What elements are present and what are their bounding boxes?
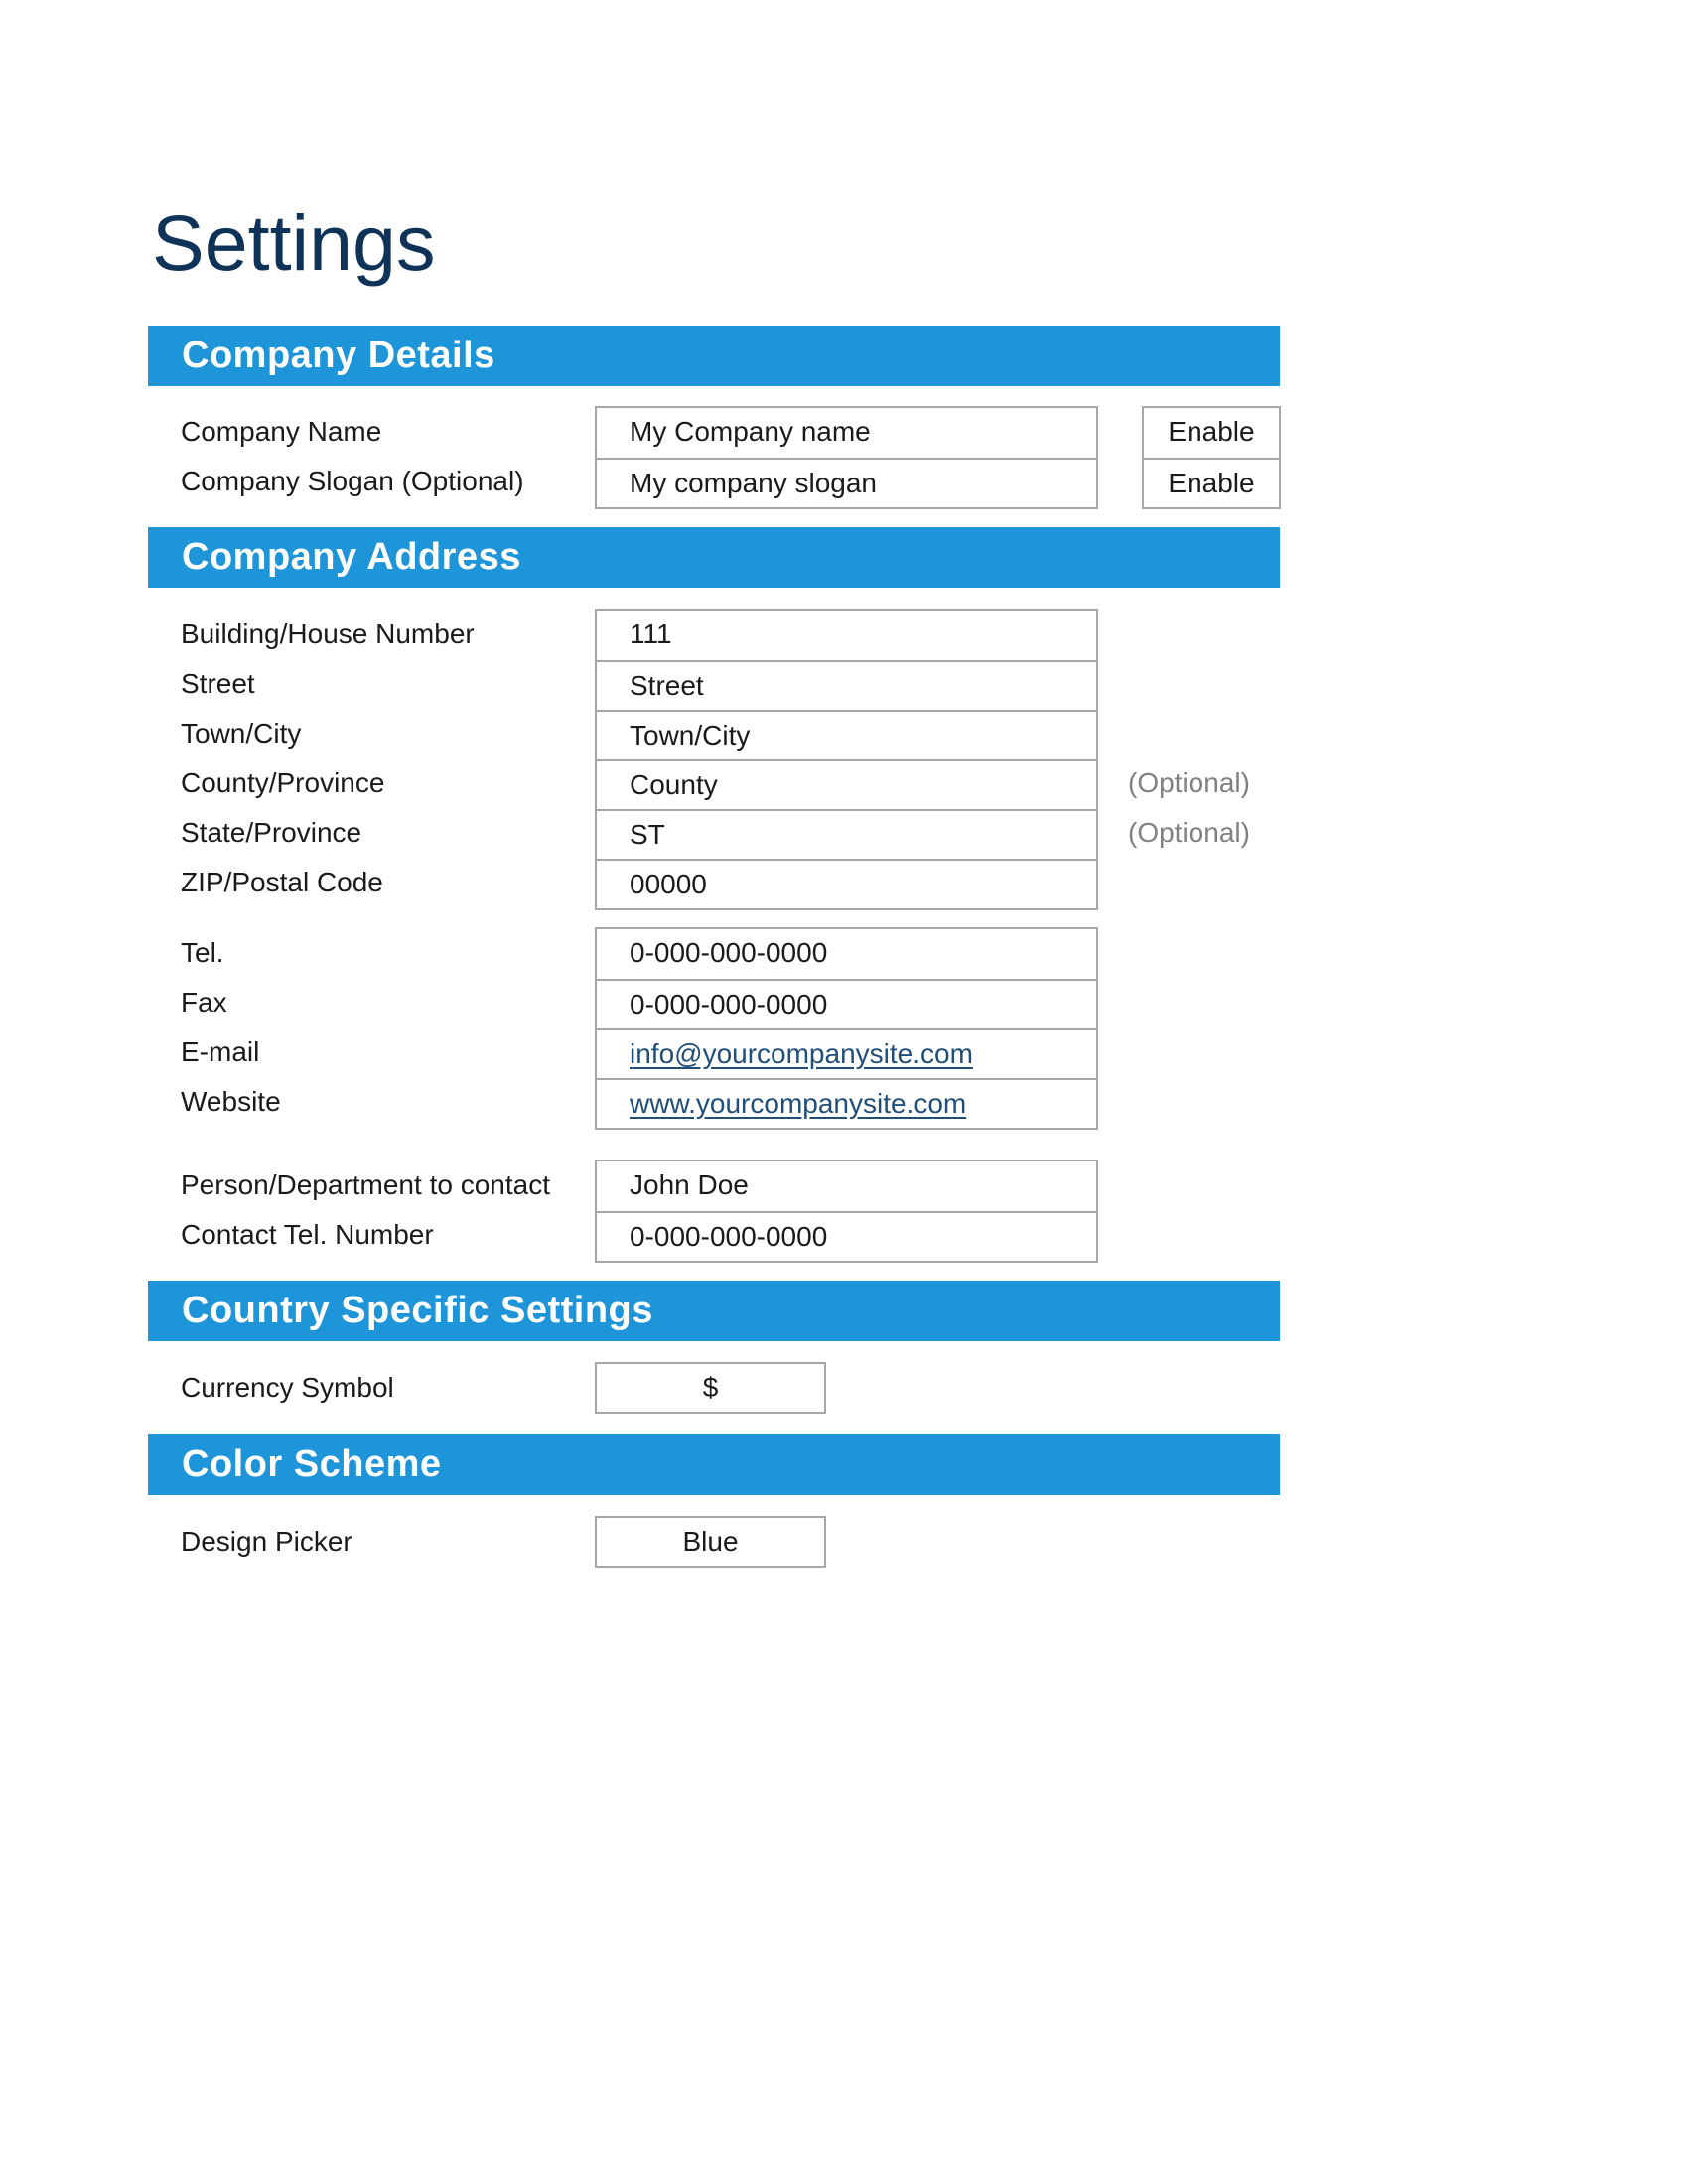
company-slogan-enable-toggle[interactable]: Enable — [1144, 458, 1279, 507]
town-city-field[interactable]: Town/City — [597, 710, 1096, 759]
building-number-field[interactable]: 111 — [630, 618, 672, 649]
zip-code-field[interactable]: 00000 — [597, 859, 1096, 908]
label-company-slogan: Company Slogan (Optional) — [181, 466, 524, 496]
label-website: Website — [181, 1086, 281, 1117]
section-header-company-address: Company Address — [148, 527, 1280, 588]
company-name-enable-toggle[interactable]: Enable — [1168, 416, 1255, 447]
state-field[interactable]: ST — [597, 809, 1096, 859]
label-currency-symbol: Currency Symbol — [181, 1372, 394, 1403]
contact-fields — [595, 927, 1098, 1130]
fax-field[interactable]: 0-000-000-0000 — [597, 979, 1096, 1028]
contact-person-field[interactable]: John Doe — [630, 1169, 749, 1200]
label-design-picker: Design Picker — [181, 1526, 352, 1557]
company-name-field[interactable]: My Company name — [630, 416, 871, 447]
label-contact-person: Person/Department to contact — [181, 1169, 550, 1200]
state-optional-note: (Optional) — [1128, 817, 1250, 848]
page-title: Settings — [152, 199, 436, 287]
section-header-country-settings: Country Specific Settings — [148, 1281, 1280, 1341]
label-fax: Fax — [181, 987, 227, 1018]
email-link[interactable]: info@yourcompanysite.com — [597, 1028, 1096, 1078]
company-details-toggles — [1142, 406, 1281, 509]
label-contact-tel: Contact Tel. Number — [181, 1219, 434, 1250]
design-picker-select[interactable]: Blue — [595, 1516, 826, 1568]
county-optional-note: (Optional) — [1128, 767, 1250, 798]
tel-field[interactable]: 0-000-000-0000 — [630, 937, 828, 968]
company-slogan-field[interactable]: My company slogan — [597, 458, 1096, 507]
street-field[interactable]: Street — [597, 660, 1096, 710]
contact-person-fields — [595, 1160, 1098, 1263]
company-details-fields — [595, 406, 1098, 509]
contact-tel-field[interactable]: 0-000-000-0000 — [597, 1211, 1096, 1261]
label-tel: Tel. — [181, 937, 224, 968]
label-company-name: Company Name — [181, 416, 382, 447]
currency-symbol-field[interactable]: $ — [595, 1362, 826, 1414]
website-link[interactable]: www.yourcompanysite.com — [597, 1078, 1096, 1128]
label-state-province: State/Province — [181, 817, 362, 848]
label-email: E-mail — [181, 1036, 260, 1067]
label-zip-code: ZIP/Postal Code — [181, 867, 383, 897]
county-field[interactable]: County — [597, 759, 1096, 809]
label-county-province: County/Province — [181, 767, 385, 798]
label-street: Street — [181, 668, 255, 699]
section-header-company-details: Company Details — [148, 326, 1280, 386]
section-header-color-scheme: Color Scheme — [148, 1434, 1280, 1495]
address-fields — [595, 609, 1098, 910]
label-building-number: Building/House Number — [181, 618, 475, 649]
label-town-city: Town/City — [181, 718, 302, 749]
